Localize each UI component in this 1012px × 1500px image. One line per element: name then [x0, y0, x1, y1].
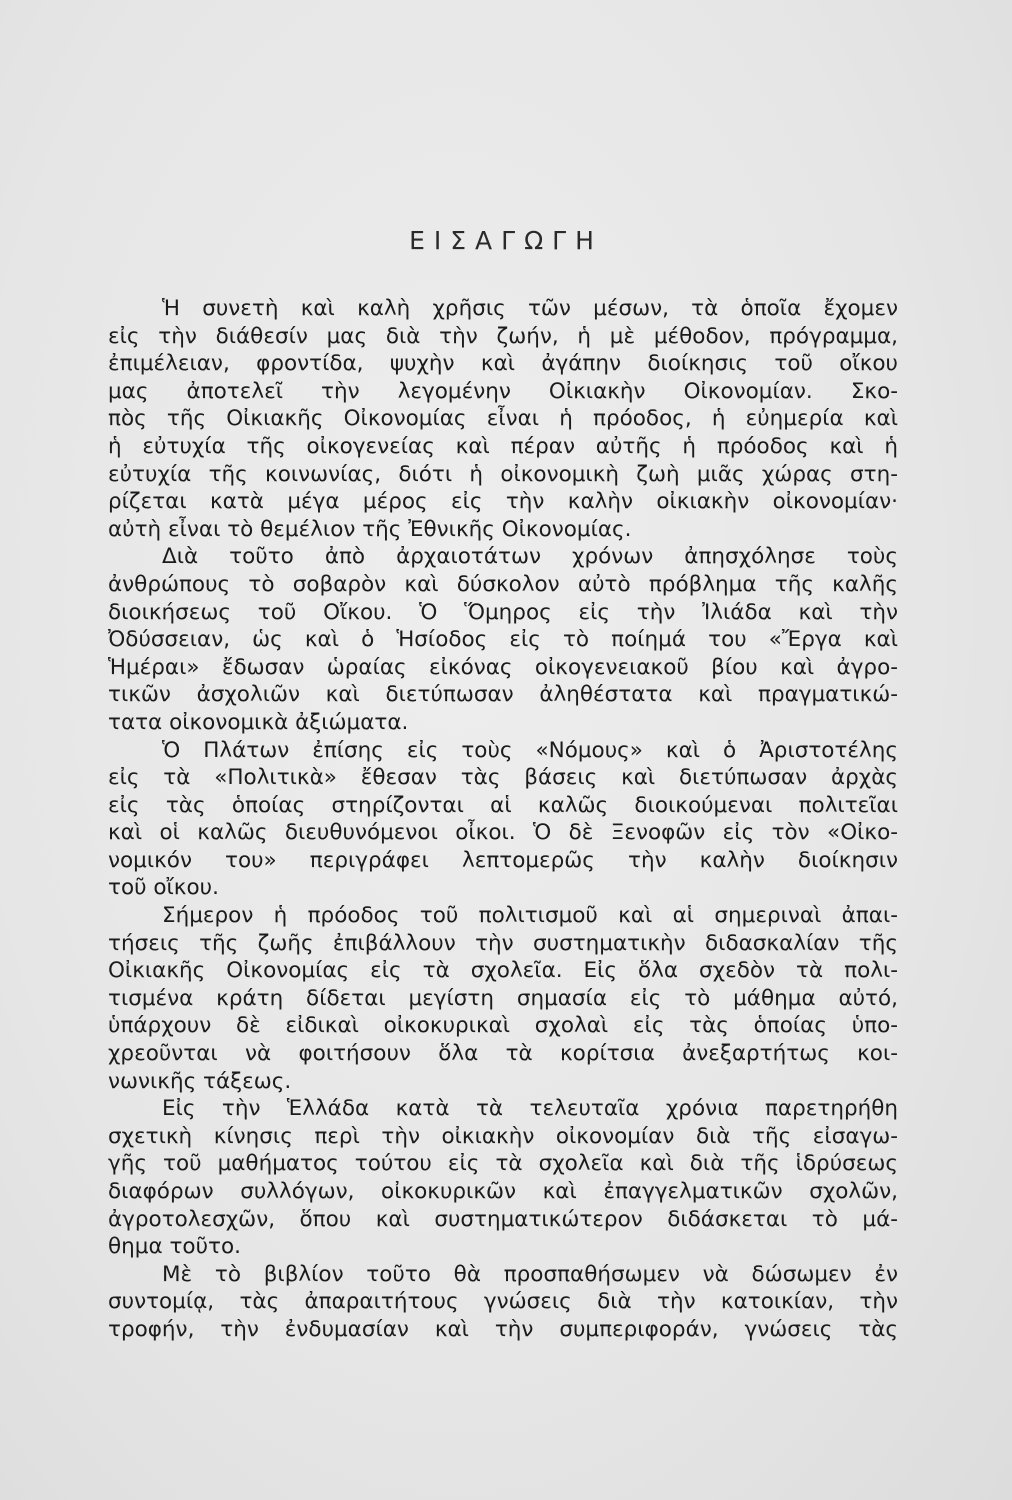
text-line: νομικόν του» περιγράφει λεπτομερῶς τὴν καλὴν διοίκησιν — [108, 847, 898, 873]
text-line: Διὰ τοῦτο ἀπὸ ἀρχαιοτάτων χρόνων ἀπησχόλησε τοὺς — [162, 544, 898, 570]
paragraph-1 — [108, 296, 898, 544]
text-line: Οἰκιακῆς Οἰκονομίας εἰς τὰ σχολεῖα. Εἰς ὅλα σχεδὸν τὰ πολι- — [108, 958, 898, 984]
text-line: Μὲ τὸ βιβλίον τοῦτο θὰ προσπαθήσωμεν νὰ δώσωμεν ἐν — [162, 1261, 898, 1287]
text-line: τικῶν ἀσχολιῶν καὶ διετύπωσαν ἀληθέστατα καὶ πραγματικώ- — [108, 682, 898, 708]
paragraph-5 — [108, 1096, 898, 1262]
text-line: ἀγροτολεσχῶν, ὅπου καὶ συστηματικώτερον διδάσκεται τὸ μά- — [108, 1206, 898, 1232]
text-line: Ὁ Πλάτων ἐπίσης εἰς τοὺς «Νόμους» καὶ ὁ Ἀριστοτέλης — [162, 737, 898, 763]
text-line: Ἡμέραι» ἔδωσαν ὡραίας εἰκόνας οἰκογενειακοῦ βίου καὶ ἀγρο- — [108, 654, 898, 680]
text-line: χρεοῦνται νὰ φοιτήσουν ὅλα τὰ κορίτσια ἀνεξαρτήτως κοι- — [108, 1041, 898, 1067]
text-line: εἰς τὰ «Πολιτικὰ» ἔθεσαν τὰς βάσεις καὶ διετύπωσαν ἀρχὰς — [108, 765, 898, 791]
text-line: διοικήσεως τοῦ Οἴκου. Ὁ Ὅμηρος εἰς τὴν Ἰλιάδα καὶ τὴν — [108, 599, 898, 625]
text-line: Σήμερον ἡ πρόοδος τοῦ πολιτισμοῦ καὶ αἱ σημεριναὶ ἀπαι- — [162, 903, 898, 929]
text-line: τατα οἰκονομικὰ ἀξιώματα. — [108, 709, 409, 735]
text-line: ρίζεται κατὰ μέγα μέρος εἰς τὴν καλὴν οἰκιακὴν οἰκονομίαν· — [108, 489, 898, 515]
text-line: συντομίᾳ, τὰς ἀπαραιτήτους γνώσεις διὰ τὴν κατοικίαν, τὴν — [108, 1289, 898, 1315]
text-line: Ἡ συνετὴ καὶ καλὴ χρῆσις τῶν μέσων, τὰ ὁποῖα ἔχομεν — [162, 296, 898, 321]
body-text — [108, 296, 898, 1345]
text-line: ἐπιμέλειαν, φροντίδα, ψυχὴν καὶ ἀγάπην διοίκησις τοῦ οἴκου — [108, 351, 898, 377]
text-line: ἀνθρώπους τὸ σοβαρὸν καὶ δύσκολον αὐτὸ πρόβλημα τῆς καλῆς — [108, 571, 898, 597]
text-line: πὸς τῆς Οἰκιακῆς Οἰκονομίας εἶναι ἡ πρόοδος, ἡ εὐημερία καὶ — [108, 406, 898, 432]
text-line: θημα τοῦτο. — [108, 1234, 241, 1260]
text-line: ἡ εὐτυχία τῆς οἰκογενείας καὶ πέραν αὐτῆς ἡ πρόοδος καὶ ἡ — [108, 433, 898, 459]
paragraph-3 — [108, 738, 898, 904]
text-line: τήσεις τῆς ζωῆς ἐπιβάλλουν τὴν συστηματικὴν διδασκαλίαν τῆς — [108, 930, 898, 956]
paragraph-4 — [108, 903, 898, 1096]
text-line: σχετικὴ κίνησις περὶ τὴν οἰκιακὴν οἰκονομίαν διὰ τῆς εἰσαγω- — [108, 1123, 898, 1149]
text-line: γῆς τοῦ μαθήματος τούτου εἰς τὰ σχολεῖα καὶ διὰ τῆς ἱδρύσεως — [108, 1151, 898, 1177]
text-line: καὶ οἱ καλῶς διευθυνόμενοι οἶκοι. Ὁ δὲ Ξενοφῶν εἰς τὸν «Οἰκο- — [108, 820, 898, 846]
text-line: Ὀδύσσειαν, ὡς καὶ ὁ Ἡσίοδος εἰς τὸ ποίημά του «Ἔργα καὶ — [108, 627, 898, 653]
text-line: ὑπάρχουν δὲ εἰδικαὶ οἰκοκυρικαὶ σχολαὶ εἰς τὰς ὁποίας ὑπο- — [108, 1013, 898, 1039]
text-line: τροφήν, τὴν ἐνδυμασίαν καὶ τὴν συμπεριφοράν, γνώσεις τὰς — [108, 1316, 898, 1342]
text-line: νωνικῆς τάξεως. — [108, 1068, 292, 1094]
paragraph-6 — [108, 1262, 898, 1345]
text-line: εὐτυχία τῆς κοινωνίας, διότι ἡ οἰκονομικὴ ζωὴ μιᾶς χώρας στη- — [108, 461, 898, 487]
paragraph-2 — [108, 544, 898, 737]
text-line: τισμένα κράτη δίδεται μεγίστη σημασία εἰς τὸ μάθημα αὐτό, — [108, 985, 898, 1011]
text-line: εἰς τὰς ὁποίας στηρίζονται αἱ καλῶς διοικούμεναι πολιτεῖαι — [108, 792, 898, 818]
page-title: ΕΙΣΑΓΩΓΗ — [409, 226, 603, 255]
text-line: διαφόρων συλλόγων, οἰκοκυρικῶν καὶ ἐπαγγελματικῶν σχολῶν, — [108, 1179, 898, 1204]
text-line: τοῦ οἴκου. — [108, 875, 219, 901]
text-line: μας ἀποτελεῖ τὴν λεγομένην Οἰκιακὴν Οἰκονομίαν. Σκο- — [108, 378, 898, 404]
text-line: αὐτὴ εἶναι τὸ θεμέλιον τῆς Ἐθνικῆς Οἰκονομίας. — [108, 516, 632, 542]
text-line: εἰς τὴν διάθεσίν μας διὰ τὴν ζωήν, ἡ μὲ μέθοδον, πρόγραμμα, — [108, 323, 898, 349]
text-line: Εἰς τὴν Ἑλλάδα κατὰ τὰ τελευταῖα χρόνια παρετηρήθη — [162, 1096, 898, 1122]
